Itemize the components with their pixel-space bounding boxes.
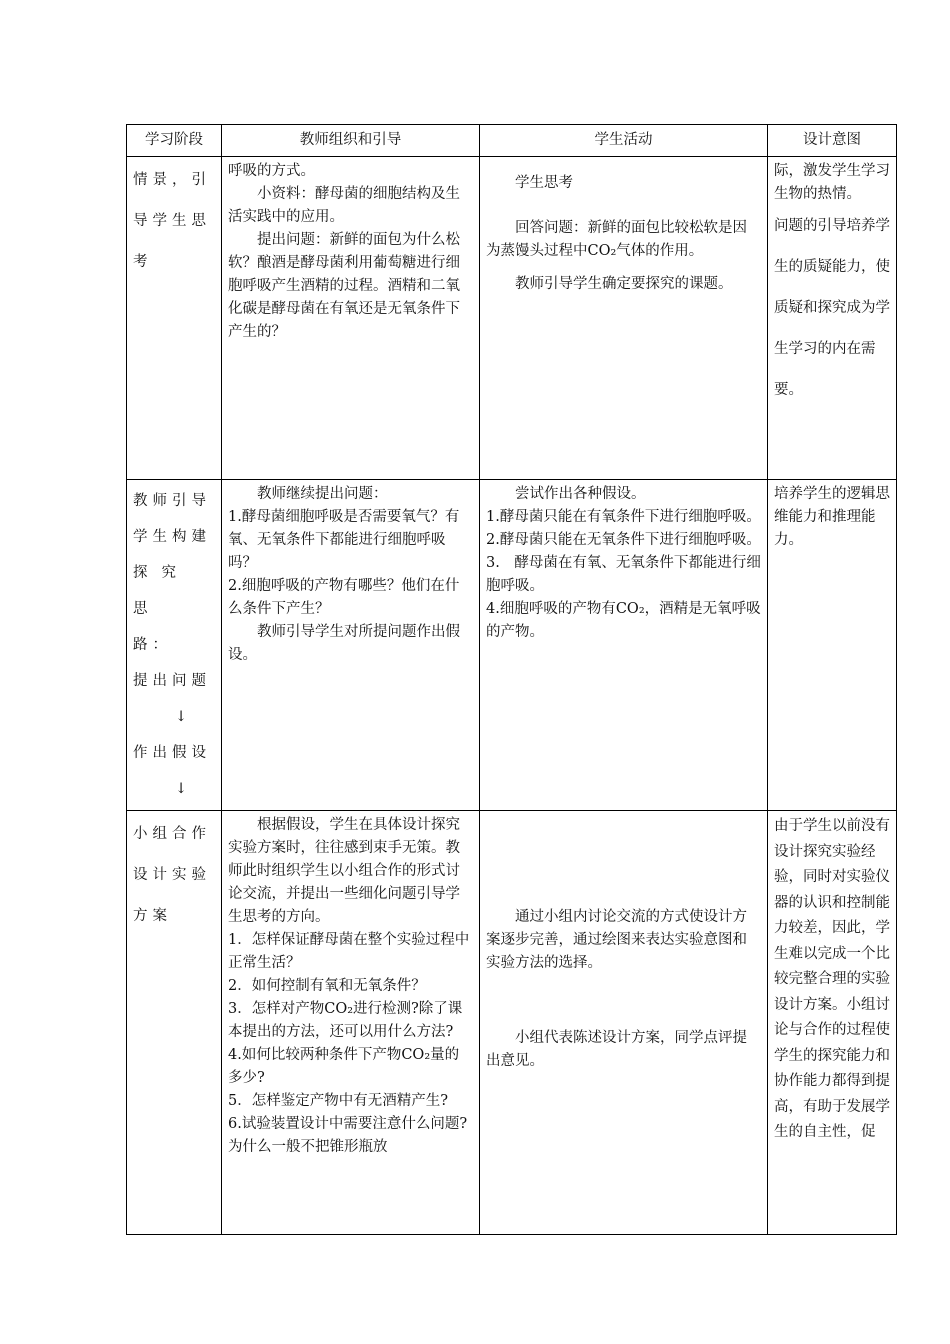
- student-paragraph: 学生思考: [515, 175, 573, 191]
- stage-line: 路：: [133, 637, 172, 653]
- table-row: [127, 480, 897, 811]
- header-teacher: 教师组织和引导: [222, 125, 480, 157]
- teacher-paragraph: 1.酵母菌细胞呼吸是否需要氧气？有氧、无氧条件下都能进行细胞呼吸吗？: [228, 509, 460, 571]
- student-paragraph: 1.酵母菌只能在有氧条件下进行细胞呼吸。: [486, 509, 761, 525]
- teacher-paragraph: 教师继续提出问题：: [257, 486, 388, 502]
- student-paragraph: 3. 酵母菌在有氧、无氧条件下都能进行细胞呼吸。: [486, 555, 761, 594]
- teacher-cell: [222, 157, 480, 480]
- stage-line: 提出问题: [133, 673, 211, 689]
- table-row: [127, 811, 897, 1235]
- table-header-row: [127, 125, 897, 157]
- lesson-plan-table: [126, 124, 897, 1235]
- purpose-cell: [768, 157, 897, 480]
- down-arrow-icon: ↓: [175, 781, 188, 797]
- student-paragraph: 通过小组内讨论交流的方式使设计方案逐步完善，通过绘图来表达实验意图和实验方法的选择。: [486, 909, 747, 971]
- student-paragraph: 教师引导学生确定要探究的课题。: [515, 276, 733, 292]
- student-paragraph: 4.细胞呼吸的产物有CO₂，酒精是无氧呼吸的产物。: [486, 601, 761, 640]
- purpose-text: 由于学生以前没有设计探究实验经验，同时对实验仪器的认识和控制能力较差，因此，学生难以完成一个比较完整合理的实验设计方案。小组讨论与合作的过程使学生的探究能力和协作能力都得到提高，有助于发展学生的自主性，促: [774, 818, 890, 1140]
- down-arrow-icon: ↓: [175, 709, 188, 725]
- stage-line: 作出假设: [133, 745, 211, 761]
- purpose-cell: [768, 811, 897, 1235]
- student-paragraph: 回答问题：新鲜的面包比较松软是因为蒸馒头过程中CO₂气体的作用。: [486, 220, 747, 259]
- teacher-paragraph: 3．怎样对产物CO₂进行检测?除了课本提出的方法，还可以用什么方法?: [228, 1001, 463, 1040]
- student-cell: [480, 811, 768, 1235]
- stage-text: 小组合作设计实验方案: [133, 826, 211, 924]
- header-student: 学生活动: [480, 125, 768, 157]
- purpose-cell: [768, 480, 897, 811]
- header-purpose: 设计意图: [768, 125, 897, 157]
- header-stage: 学习阶段: [127, 125, 222, 157]
- stage-cell: [127, 480, 222, 811]
- student-paragraph: 2.酵母菌只能在无氧条件下进行细胞呼吸。: [486, 532, 761, 548]
- purpose-text: 问题的引导培养学生的质疑能力，使质疑和探究成为学生学习的内在需要。: [774, 218, 890, 398]
- teacher-cell: [222, 811, 480, 1235]
- stage-line: 探究思: [133, 565, 190, 617]
- purpose-text: 际，激发学生学习生物的热情。: [774, 163, 890, 202]
- teacher-paragraph: 教师引导学生对所提问题作出假设。: [228, 624, 460, 663]
- teacher-paragraph: 根据假设，学生在具体设计探究实验方案时，往往感到束手无策。教师此时组织学生以小组合作的形式讨论交流，并提出一些细化问题引导学生思考的方向。: [228, 817, 460, 925]
- teacher-paragraph: 2．如何控制有氧和无氧条件？: [228, 978, 426, 994]
- teacher-cell: [222, 480, 480, 811]
- teacher-paragraph: 4.如何比较两种条件下产物CO₂量的多少?: [228, 1047, 460, 1086]
- teacher-paragraph: 提出问题：新鲜的面包为什么松软？酿酒是酵母菌利用葡萄糖进行细胞呼吸产生酒精的过程。酒精和二氧化碳是酵母菌在有氧还是无氧条件下产生的？: [228, 232, 460, 340]
- teacher-paragraph: 小资料：酵母菌的细胞结构及生活实践中的应用。: [228, 186, 460, 225]
- stage-cell: [127, 157, 222, 480]
- stage-text: 情景，引导学生思考: [133, 172, 211, 270]
- teacher-paragraph: 6.试验装置设计中需要注意什么问题?为什么一般不把锥形瓶放: [228, 1116, 468, 1155]
- table-row: [127, 157, 897, 480]
- student-paragraph: 尝试作出各种假设。: [515, 486, 646, 502]
- stage-line: 学生构建: [133, 529, 211, 545]
- purpose-text: 培养学生的逻辑思维能力和推理能力。: [774, 486, 890, 548]
- teacher-paragraph: 5．怎样鉴定产物中有无酒精产生?: [228, 1093, 448, 1109]
- teacher-paragraph: 1．怎样保证酵母菌在整个实验过程中正常生活？: [228, 932, 470, 971]
- student-cell: [480, 157, 768, 480]
- student-paragraph: 小组代表陈述设计方案，同学点评提出意见。: [486, 1030, 747, 1069]
- stage-cell: [127, 811, 222, 1235]
- student-cell: [480, 480, 768, 811]
- stage-line: 教师引导: [133, 493, 211, 509]
- teacher-paragraph: 2.细胞呼吸的产物有哪些？他们在什么条件下产生？: [228, 578, 460, 617]
- teacher-paragraph: 呼吸的方式。: [228, 163, 315, 179]
